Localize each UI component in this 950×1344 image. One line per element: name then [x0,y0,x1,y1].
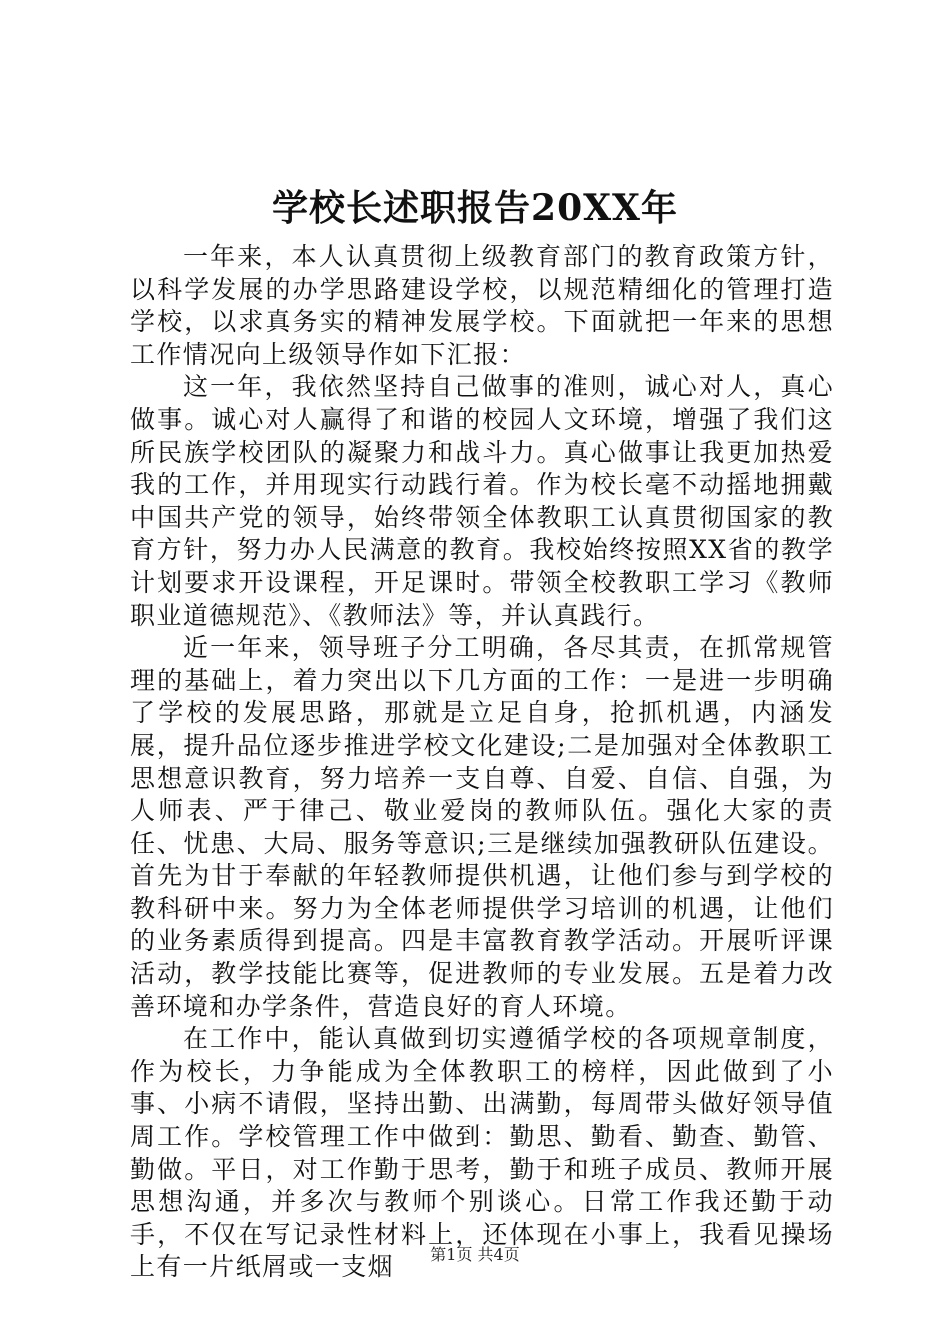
paragraph-1: 一年来，本人认真贯彻上级教育部门的教育政策方针，以科学发展的办学思路建设学校，以规范精细化的管理打造学校，以求真务实的精神发展学校。下面就把一年来的思想工作情况向上级领导作如下汇报： [130,242,834,369]
paragraph-3: 近一年来，领导班子分工明确，各尽其责，在抓常规管理的基础上，着力突出以下几方面的工作：一是进一步明确了学校的发展思路，那就是立足自身，抢抓机遇，内涵发展，提升品位逐步推进学校文化建设;二是加强对全体教职工思想意识教育，努力培养一支自尊、自爱、自信、自强，为人师表、严于律己、敬业爱岗的教师队伍。强化大家的责任、忧患、大局、服务等意识;三是继续加强教研队伍建设。首先为甘于奉献的年轻教师提供机遇，让他们参与到学校的教科研中来。努力为全体老师提供学习培训的机遇，让他们的业务素质得到提高。四是丰富教育教学活动。开展听评课活动，教学技能比赛等，促进教师的专业发展。五是着力改善环境和办学条件，营造良好的育人环境。 [130,633,834,1021]
paragraph-4: 在工作中，能认真做到切实遵循学校的各项规章制度，作为校长，力争能成为全体教职工的榜样，因此做到了小事、小病不请假，坚持出勤、出满勤，每周带头做好领导值周工作。学校管理工作中做到：勤思、勤看、勤查、勤管、勤做。平日，对工作勤于思考，勤于和班子成员、教师开展思想沟通，并多次与教师个别谈心。日常工作我还勤于动手，不仅在写记录性材料上，还体现在小事上，我看见操场上有一片纸屑或一支烟 [130,1024,834,1282]
document-title: 学校长述职报告20XX年 [272,187,678,229]
page-footer: 第1页 共4页 [430,1245,520,1264]
paragraph-2: 这一年，我依然坚持自己做事的准则，诚心对人，真心做事。诚心对人赢得了和谐的校园人文环境，增强了我们这所民族学校团队的凝聚力和战斗力。真心做事让我更加热爱我的工作，并用现实行动践行着。作为校长毫不动摇地拥戴中国共产党的领导，始终带领全体教职工认真贯彻国家的教育方针，努力办人民满意的教育。我校始终按照XX省的教学计划要求开设课程，开足课时。带领全校教职工学习《教师职业道德规范》、《教师法》等，并认真践行。 [130,372,834,630]
document-body [130,241,834,1284]
